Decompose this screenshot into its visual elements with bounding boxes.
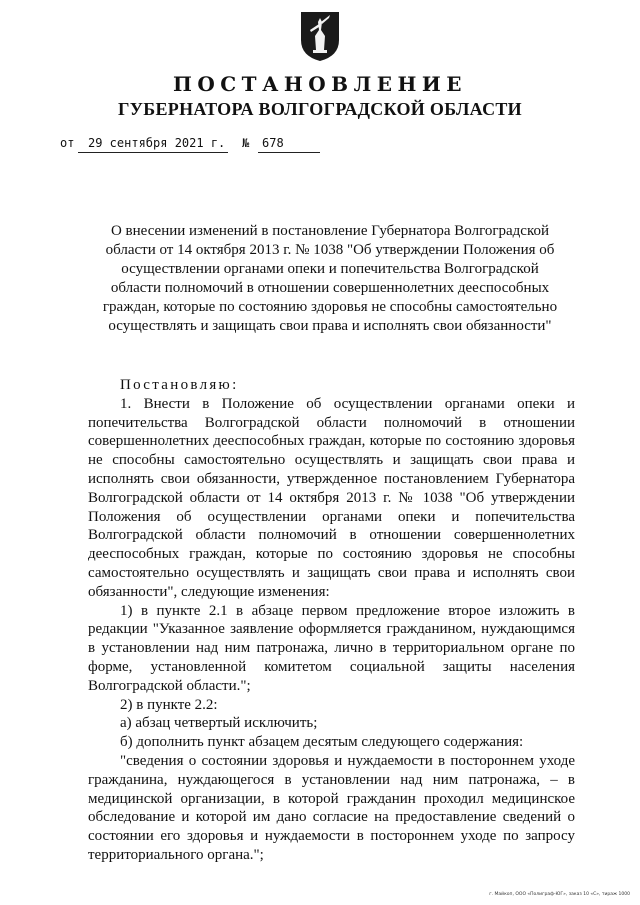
body-paragraph-4: а) абзац четвертый исключить;: [120, 715, 318, 732]
number-underline: [258, 152, 320, 153]
document-title: О внесении изменений в постановление Губернатора Волгоградской области от 14 октября 2013 г. № 1038 "Об утверждении Положения об осуществлении органами опеки и попечительства Волгоградской области полномочий в отношении совершеннолетних дееспособных граждан, которые по состоянию здоровья не способны самостоятельно осуществлять и защищать свои права и исполнять свои обязанности": [102, 223, 558, 334]
date-number-line: [60, 136, 380, 158]
print-imprint: г. Майкоп, ООО «Полиграф-ЮГ», заказ 10 «С», тираж 1000: [489, 892, 630, 897]
issuer-heading: ГУБЕРНАТОРА ВОЛГОГРАДСКОЙ ОБЛАСТИ: [118, 99, 522, 119]
number-label: №: [242, 136, 250, 150]
document-date: 29 сентября 2021 г.: [88, 136, 226, 150]
document-type-heading: ПОСТАНОВЛЕНИЕ: [172, 72, 468, 96]
body-paragraph-3: 2) в пункте 2.2:: [120, 696, 218, 713]
date-from-label: от: [60, 136, 75, 150]
body-paragraph-5: б) дополнить пункт абзацем десятым следующего содержания:: [120, 734, 524, 751]
date-underline: [78, 152, 228, 153]
body-paragraph-1: 1. Внести в Положение об осуществлении органами опеки и попечительства Волгоградской области полномочий в отношении совершеннолетних дееспособных граждан, которые по состоянию здоровья не способны самостоятельно осуществлять и защищать свои права и исполнять свои обязанности, утвержденное постановлением Губернатора Волгоградской области от 14 октября 2013 г. № 1038 "Об утверждении Положения об осуществлении органами опеки и попечительства Волгоградской области полномочий в отношении совершеннолетних дееспособных граждан, которые по состоянию здоровья не способны самостоятельно осуществлять и защищать свои права и исполнять свои обязанности", следующие изменения:: [88, 395, 575, 600]
body-paragraph-2: 1) в пункте 2.1 в абзаце первом предложение второе изложить в редакции "Указанное заявление оформляется гражданином, нуждающимся в установлении над ним патронажа, лично в территориальном органе по форме, установленной комитетом социальной защиты населения Волгоградской области.";: [88, 602, 575, 694]
resolve-word: Постановляю:: [120, 377, 239, 393]
coat-of-arms-emblem-icon: [299, 10, 341, 62]
document-number: 678: [262, 136, 284, 150]
body-paragraph-6: "сведения о состоянии здоровья и нуждаемости в постороннем уходе гражданина, нуждающегося в установлении над ним патронажа, – в медицинской организации, в которой гражданин проходил медицинское обследование и которой им дано согласие на предоставление сведений о состоянии его здоровья и нуждаемости в постороннем уходе по запросу территориального органа.";: [88, 752, 575, 863]
document-body: [88, 376, 575, 865]
